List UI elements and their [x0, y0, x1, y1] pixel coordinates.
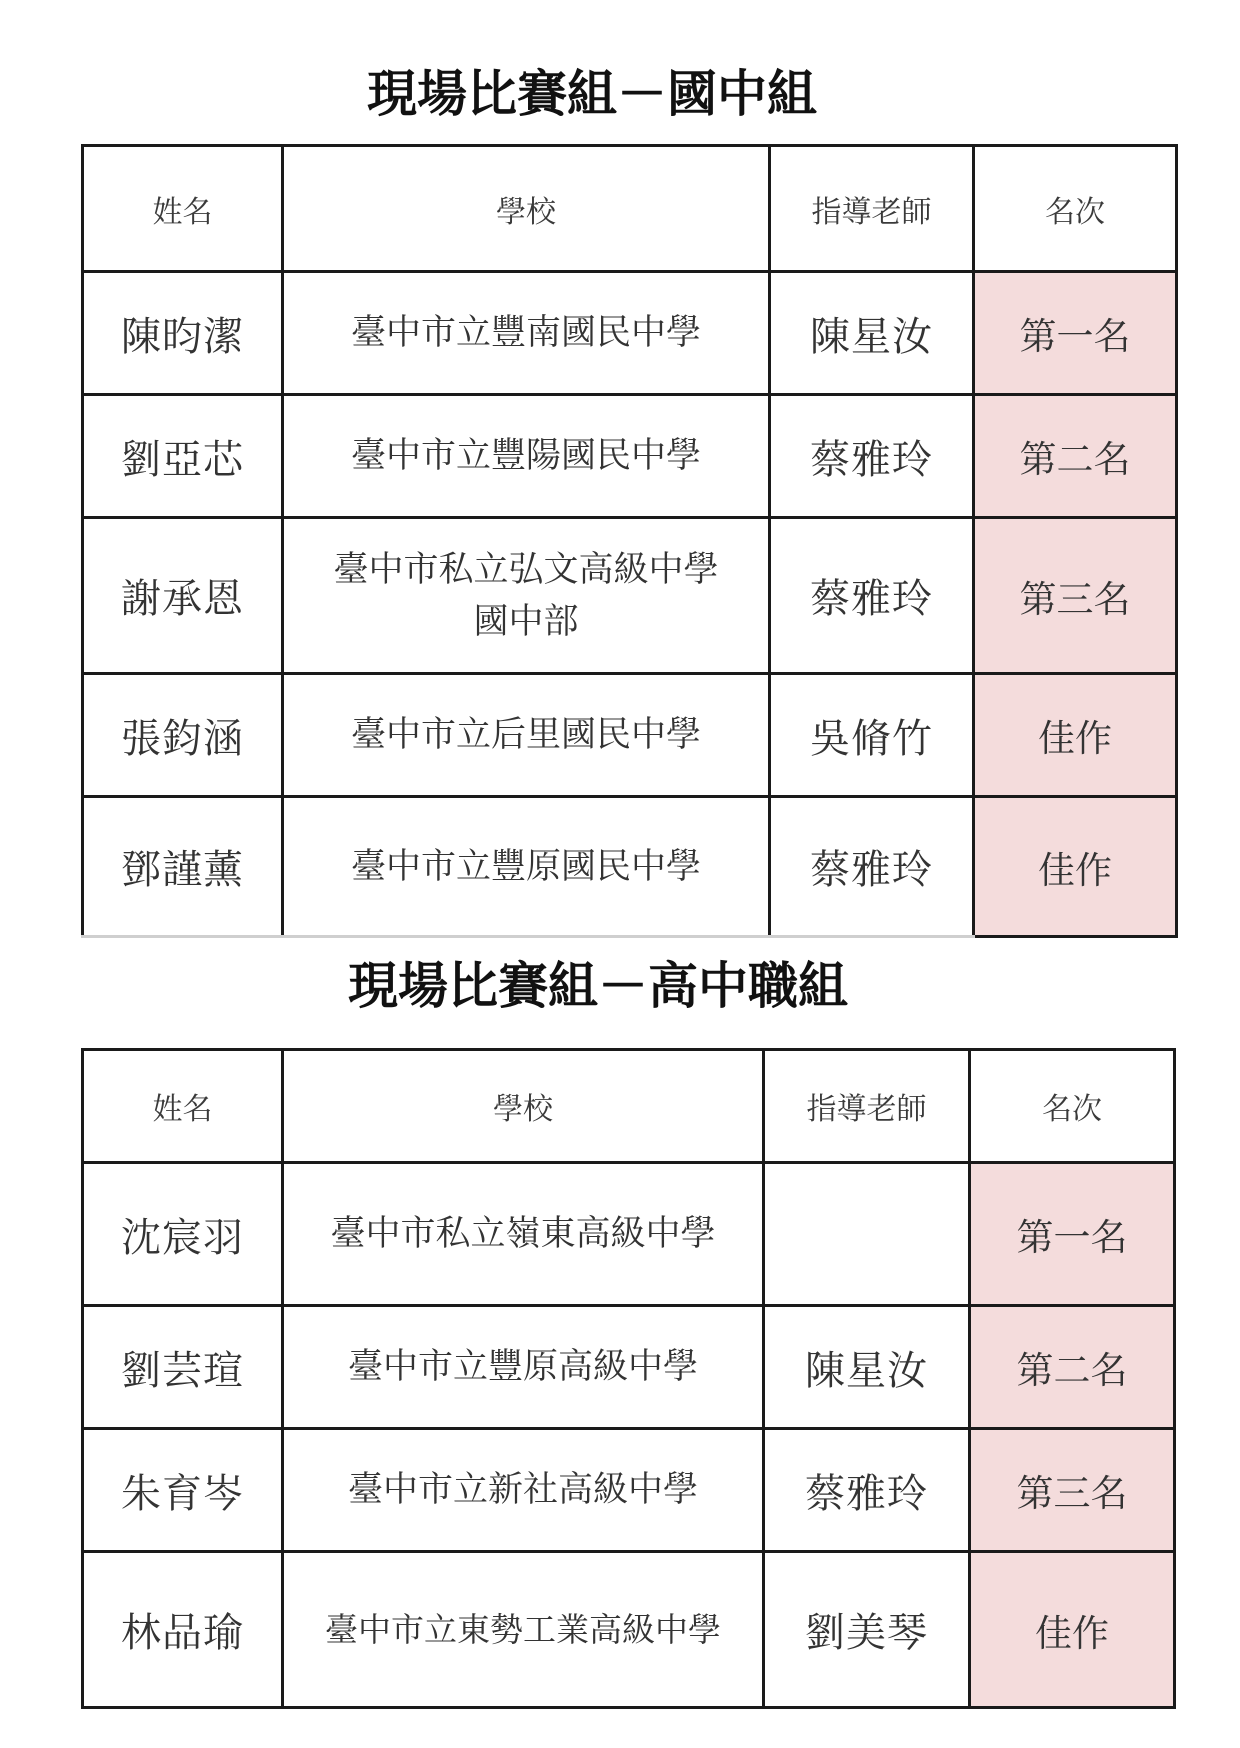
- table-row: [83, 395, 1177, 518]
- results-table-senior-high: [81, 1048, 1176, 1709]
- teacher-name: 蔡雅玲: [770, 797, 974, 937]
- header-rank: 名次: [970, 1050, 1175, 1163]
- school-name-line-1: 臺中市私立弘文高級中學: [333, 549, 719, 590]
- rank-cell: 第三名: [974, 518, 1177, 674]
- school-name: 臺中市立豐南國民中學: [283, 272, 770, 395]
- student-name: 劉芸瑄: [83, 1306, 283, 1429]
- student-name: 張鈞涵: [83, 674, 283, 797]
- rank-cell: 佳作: [974, 797, 1177, 937]
- header-school: 學校: [283, 1050, 764, 1163]
- rank-cell: 佳作: [974, 674, 1177, 797]
- school-name: 臺中市立豐原高級中學: [283, 1306, 764, 1429]
- results-table-junior-high: [81, 144, 1178, 938]
- table-row: [83, 1429, 1175, 1552]
- rank-cell: 第二名: [970, 1306, 1175, 1429]
- school-name: 臺中市立豐原國民中學: [283, 797, 770, 937]
- table-row: [83, 674, 1177, 797]
- teacher-name: 陳星汝: [770, 272, 974, 395]
- school-name: 臺中市立東勢工業高級中學: [283, 1552, 764, 1708]
- school-name: 臺中市立后里國民中學: [283, 674, 770, 797]
- section-title-junior-high: 現場比賽組－國中組: [367, 65, 817, 123]
- header-rank: 名次: [974, 146, 1177, 272]
- rank-cell: 佳作: [970, 1552, 1175, 1708]
- student-name: 鄧謹薰: [83, 797, 283, 937]
- table-row: [83, 518, 1177, 674]
- header-teacher: 指導老師: [770, 146, 974, 272]
- table-row: [83, 1306, 1175, 1429]
- student-name: 陳昀潔: [83, 272, 283, 395]
- school-name: 臺中市立新社高級中學: [283, 1429, 764, 1552]
- rank-cell: 第二名: [974, 395, 1177, 518]
- teacher-name: 吳脩竹: [770, 674, 974, 797]
- table-row: [83, 1552, 1175, 1708]
- school-name: 臺中市立豐陽國民中學: [283, 395, 770, 518]
- school-name-line-2: 國中部: [473, 601, 579, 642]
- table-row: [83, 797, 1177, 937]
- header-name: 姓名: [83, 1050, 283, 1163]
- teacher-name: 劉美琴: [764, 1552, 970, 1708]
- header-name: 姓名: [83, 146, 283, 272]
- teacher-name: 陳星汝: [764, 1306, 970, 1429]
- student-name: 劉亞芯: [83, 395, 283, 518]
- student-name: 沈宸羽: [83, 1163, 283, 1306]
- rank-cell: 第一名: [970, 1163, 1175, 1306]
- school-name: 臺中市私立嶺東高級中學: [283, 1163, 764, 1306]
- section-title-senior-high: 現場比賽組－高中職組: [348, 957, 848, 1015]
- table-header-row: [83, 146, 1177, 272]
- student-name: 朱育岑: [83, 1429, 283, 1552]
- teacher-name: [764, 1163, 970, 1306]
- table-header-row: [83, 1050, 1175, 1163]
- teacher-name: 蔡雅玲: [770, 395, 974, 518]
- student-name: 謝承恩: [83, 518, 283, 674]
- table-row: [83, 272, 1177, 395]
- header-teacher: 指導老師: [764, 1050, 970, 1163]
- table-row: [83, 1163, 1175, 1306]
- rank-cell: 第一名: [974, 272, 1177, 395]
- header-school: 學校: [283, 146, 770, 272]
- teacher-name: 蔡雅玲: [764, 1429, 970, 1552]
- rank-cell: 第三名: [970, 1429, 1175, 1552]
- student-name: 林品瑜: [83, 1552, 283, 1708]
- teacher-name: 蔡雅玲: [770, 518, 974, 674]
- school-name: [283, 518, 770, 674]
